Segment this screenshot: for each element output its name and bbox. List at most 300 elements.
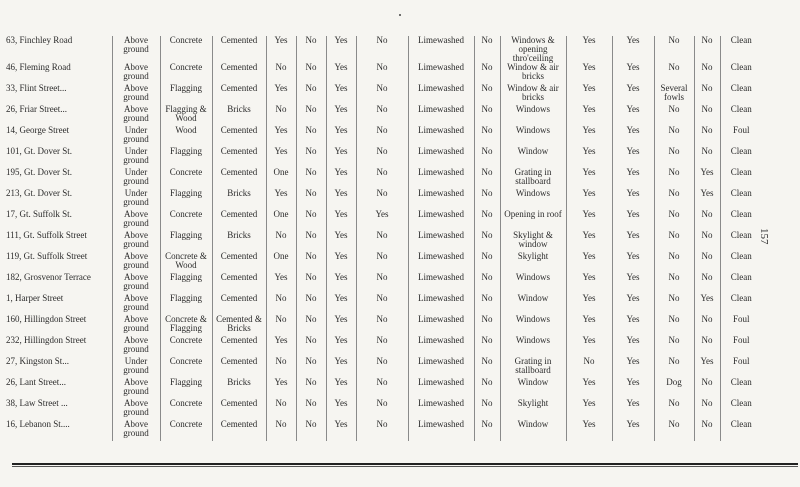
cell-light-ventilation: Windows (500, 105, 566, 126)
cell-col-a: No (296, 147, 326, 168)
cell-col-c: Yes (356, 210, 408, 231)
cell-col-d: No (474, 126, 500, 147)
table-row (4, 189, 762, 210)
cell-walls: Cemented (212, 84, 266, 105)
cell-animals: No (654, 399, 694, 420)
cell-col-e: Yes (566, 252, 612, 273)
table-row (4, 357, 762, 378)
cell-col-d: No (474, 36, 500, 63)
cell-col-c: No (356, 84, 408, 105)
cell-col-b: Yes (326, 168, 356, 189)
cell-col-d: No (474, 63, 500, 84)
cell-floor: Concrete (160, 357, 212, 378)
cell-animals: No (654, 420, 694, 441)
cell-condition: Clean (720, 399, 762, 420)
cell-col-d: No (474, 231, 500, 252)
address-cell: 182, Grosvenor Terrace (6, 273, 91, 282)
cell-col-c: No (356, 420, 408, 441)
cell-col-a: No (296, 420, 326, 441)
cell-col-e: No (566, 357, 612, 378)
cell-light-ventilation: Grating in stallboard (500, 357, 566, 378)
cell-light-ventilation: Window & air bricks (500, 84, 566, 105)
cell-light-ventilation: Window (500, 147, 566, 168)
cell-floor: Concrete (160, 210, 212, 231)
cell-yard-drainage: One (266, 210, 296, 231)
cell-situation: Above ground (112, 36, 160, 63)
cell-floor: Flagging (160, 294, 212, 315)
table-bottom-rule-thin (12, 466, 798, 467)
cell-col-f: Yes (612, 231, 654, 252)
cell-light-ventilation: Windows & opening thro'ceiling (500, 36, 566, 63)
cell-condition: Clean (720, 210, 762, 231)
cell-col-f: Yes (612, 126, 654, 147)
cell-col-g: No (694, 210, 720, 231)
cell-wall-treatment: Limewashed (408, 210, 474, 231)
table-row (4, 252, 762, 273)
cell-walls: Cemented (212, 357, 266, 378)
cell-yard-drainage: No (266, 399, 296, 420)
table-row (4, 147, 762, 168)
cell-condition: Foul (720, 315, 762, 336)
cell-col-d: No (474, 378, 500, 399)
cell-floor: Flagging & Wood (160, 105, 212, 126)
cell-col-f: Yes (612, 315, 654, 336)
cell-animals: No (654, 252, 694, 273)
cell-col-e: Yes (566, 147, 612, 168)
cell-animals: No (654, 231, 694, 252)
cell-col-a: No (296, 399, 326, 420)
cell-animals: No (654, 105, 694, 126)
cell-col-b: Yes (326, 189, 356, 210)
cell-condition: Clean (720, 168, 762, 189)
cell-col-b: Yes (326, 252, 356, 273)
cell-walls: Bricks (212, 231, 266, 252)
cell-situation: Above ground (112, 315, 160, 336)
cell-yard-drainage: One (266, 252, 296, 273)
cell-wall-treatment: Limewashed (408, 147, 474, 168)
cell-col-b: Yes (326, 147, 356, 168)
cell-animals: No (654, 36, 694, 63)
cell-light-ventilation: Window (500, 378, 566, 399)
cell-col-e: Yes (566, 315, 612, 336)
cell-animals: No (654, 210, 694, 231)
cell-col-c: No (356, 378, 408, 399)
cell-col-e: Yes (566, 336, 612, 357)
cell-col-c: No (356, 357, 408, 378)
cell-light-ventilation: Windows (500, 189, 566, 210)
cell-col-a: No (296, 105, 326, 126)
cell-col-c: No (356, 273, 408, 294)
cell-col-g: No (694, 105, 720, 126)
cell-col-a: No (296, 357, 326, 378)
cell-col-g: No (694, 63, 720, 84)
cell-animals: Several fowls (654, 84, 694, 105)
cell-condition: Clean (720, 105, 762, 126)
cell-floor: Concrete (160, 336, 212, 357)
cell-condition: Foul (720, 126, 762, 147)
cell-col-d: No (474, 357, 500, 378)
cell-col-f: Yes (612, 399, 654, 420)
table-row (4, 84, 762, 105)
cell-wall-treatment: Limewashed (408, 399, 474, 420)
cell-col-d: No (474, 189, 500, 210)
cell-col-b: Yes (326, 336, 356, 357)
cell-yard-drainage: No (266, 231, 296, 252)
cell-floor: Concrete (160, 420, 212, 441)
cell-situation: Above ground (112, 231, 160, 252)
cell-wall-treatment: Limewashed (408, 168, 474, 189)
cell-col-b: Yes (326, 378, 356, 399)
cell-col-c: No (356, 336, 408, 357)
address-cell: 119, Gt. Suffolk Street (6, 252, 88, 261)
cell-col-e: Yes (566, 294, 612, 315)
cell-floor: Concrete (160, 399, 212, 420)
cell-col-e: Yes (566, 84, 612, 105)
cell-situation: Under ground (112, 357, 160, 378)
table-row (4, 420, 762, 441)
cell-col-g: Yes (694, 189, 720, 210)
cell-col-e: Yes (566, 105, 612, 126)
cell-col-a: No (296, 168, 326, 189)
table-row (4, 315, 762, 336)
cell-col-e: Yes (566, 378, 612, 399)
cell-yard-drainage: Yes (266, 336, 296, 357)
address-cell: 160, Hillingdon Street (6, 315, 87, 324)
cell-walls: Cemented (212, 294, 266, 315)
table-row (4, 126, 762, 147)
cell-walls: Cemented & Bricks (212, 315, 266, 336)
cell-col-d: No (474, 105, 500, 126)
cell-walls: Cemented (212, 36, 266, 63)
cell-yard-drainage: No (266, 357, 296, 378)
cell-wall-treatment: Limewashed (408, 189, 474, 210)
cell-floor: Flagging (160, 378, 212, 399)
cell-col-c: No (356, 168, 408, 189)
cell-animals: No (654, 189, 694, 210)
cell-col-c: No (356, 63, 408, 84)
cell-col-d: No (474, 168, 500, 189)
cell-yard-drainage: Yes (266, 378, 296, 399)
cell-condition: Clean (720, 189, 762, 210)
address-cell: 14, George Street (6, 126, 70, 135)
cell-floor: Concrete (160, 168, 212, 189)
cell-walls: Cemented (212, 63, 266, 84)
cell-walls: Bricks (212, 378, 266, 399)
cell-animals: No (654, 357, 694, 378)
cell-col-a: No (296, 189, 326, 210)
cell-light-ventilation: Grating in stallboard (500, 168, 566, 189)
cell-floor: Concrete & Wood (160, 252, 212, 273)
cell-col-c: No (356, 294, 408, 315)
cell-col-g: Yes (694, 168, 720, 189)
cell-walls: Cemented (212, 399, 266, 420)
cell-situation: Above ground (112, 252, 160, 273)
cell-col-f: Yes (612, 189, 654, 210)
cell-floor: Concrete & Flagging (160, 315, 212, 336)
cell-col-c: No (356, 231, 408, 252)
cell-col-e: Yes (566, 273, 612, 294)
cell-light-ventilation: Skylight (500, 252, 566, 273)
cell-col-e: Yes (566, 126, 612, 147)
cell-walls: Cemented (212, 273, 266, 294)
cell-walls: Bricks (212, 189, 266, 210)
cell-col-a: No (296, 294, 326, 315)
cell-col-e: Yes (566, 210, 612, 231)
cell-col-g: No (694, 315, 720, 336)
cell-condition: Clean (720, 378, 762, 399)
cell-col-g: No (694, 273, 720, 294)
cell-condition: Clean (720, 63, 762, 84)
cell-col-f: Yes (612, 147, 654, 168)
cell-situation: Under ground (112, 147, 160, 168)
cell-col-e: Yes (566, 168, 612, 189)
cell-col-f: Yes (612, 36, 654, 63)
table-row (4, 294, 762, 315)
cell-col-b: Yes (326, 126, 356, 147)
cell-col-e: Yes (566, 420, 612, 441)
cell-col-d: No (474, 420, 500, 441)
address-cell: 111, Gt. Suffolk Street (6, 231, 87, 240)
cell-col-g: No (694, 84, 720, 105)
cell-col-g: Yes (694, 294, 720, 315)
cell-condition: Foul (720, 357, 762, 378)
cell-col-f: Yes (612, 273, 654, 294)
cell-condition: Clean (720, 252, 762, 273)
cell-wall-treatment: Limewashed (408, 378, 474, 399)
cell-col-a: No (296, 252, 326, 273)
cell-col-a: No (296, 315, 326, 336)
cell-col-b: Yes (326, 84, 356, 105)
cell-light-ventilation: Opening in roof (500, 210, 566, 231)
cell-col-a: No (296, 84, 326, 105)
cell-yard-drainage: No (266, 420, 296, 441)
cell-col-c: No (356, 189, 408, 210)
cell-col-d: No (474, 147, 500, 168)
cell-col-c: No (356, 315, 408, 336)
cell-col-g: No (694, 420, 720, 441)
table-row (4, 378, 762, 399)
cell-situation: Above ground (112, 210, 160, 231)
address-cell: 213, Gt. Dover St. (6, 189, 72, 198)
cell-col-a: No (296, 210, 326, 231)
address-cell: 101, Gt. Dover St. (6, 147, 72, 156)
address-cell: 17, Gt. Suffolk St. (6, 210, 72, 219)
cell-condition: Clean (720, 36, 762, 63)
cell-col-g: No (694, 126, 720, 147)
cell-condition: Clean (720, 294, 762, 315)
cell-col-f: Yes (612, 63, 654, 84)
cell-col-f: Yes (612, 294, 654, 315)
cell-floor: Flagging (160, 273, 212, 294)
cell-yard-drainage: Yes (266, 189, 296, 210)
cell-col-e: Yes (566, 63, 612, 84)
cell-floor: Flagging (160, 147, 212, 168)
cell-wall-treatment: Limewashed (408, 84, 474, 105)
cell-col-b: Yes (326, 315, 356, 336)
cell-col-e: Yes (566, 399, 612, 420)
cell-wall-treatment: Limewashed (408, 63, 474, 84)
cell-walls: Cemented (212, 168, 266, 189)
cell-col-f: Yes (612, 105, 654, 126)
cell-col-b: Yes (326, 420, 356, 441)
cell-col-d: No (474, 210, 500, 231)
cell-col-d: No (474, 336, 500, 357)
cell-condition: Clean (720, 420, 762, 441)
cell-yard-drainage: No (266, 105, 296, 126)
cell-floor: Flagging (160, 231, 212, 252)
cell-animals: No (654, 273, 694, 294)
cell-situation: Above ground (112, 294, 160, 315)
cell-col-b: Yes (326, 399, 356, 420)
cell-walls: Cemented (212, 147, 266, 168)
table-row (4, 399, 762, 420)
table-row (4, 273, 762, 294)
cell-condition: Foul (720, 336, 762, 357)
cell-yard-drainage: No (266, 294, 296, 315)
cell-col-e: Yes (566, 189, 612, 210)
cell-col-b: Yes (326, 105, 356, 126)
cell-yard-drainage: Yes (266, 273, 296, 294)
cell-col-f: Yes (612, 420, 654, 441)
address-cell: 232, Hillingdon Street (6, 336, 87, 345)
address-cell: 63, Finchley Road (6, 36, 73, 45)
cell-wall-treatment: Limewashed (408, 105, 474, 126)
cell-situation: Above ground (112, 378, 160, 399)
table-row (4, 36, 762, 63)
cell-floor: Flagging (160, 189, 212, 210)
cell-walls: Cemented (212, 252, 266, 273)
cell-col-f: Yes (612, 378, 654, 399)
cell-col-a: No (296, 63, 326, 84)
cell-col-e: Yes (566, 231, 612, 252)
cell-col-g: No (694, 147, 720, 168)
cell-col-b: Yes (326, 63, 356, 84)
table-row (4, 63, 762, 84)
cell-wall-treatment: Limewashed (408, 357, 474, 378)
cell-col-c: No (356, 399, 408, 420)
table-row (4, 231, 762, 252)
cell-yard-drainage: Yes (266, 126, 296, 147)
cell-animals: No (654, 336, 694, 357)
cell-col-a: No (296, 378, 326, 399)
cell-yard-drainage: Yes (266, 147, 296, 168)
cell-situation: Above ground (112, 105, 160, 126)
cell-col-a: No (296, 231, 326, 252)
cell-col-d: No (474, 294, 500, 315)
cell-light-ventilation: Skylight & window (500, 231, 566, 252)
cell-animals: No (654, 126, 694, 147)
cell-yard-drainage: No (266, 63, 296, 84)
address-cell: 26, Friar Street... (6, 105, 67, 114)
address-cell: 26, Lant Street... (6, 378, 66, 387)
cell-col-f: Yes (612, 336, 654, 357)
table-bottom-rule (12, 463, 798, 465)
cell-col-d: No (474, 273, 500, 294)
cell-col-b: Yes (326, 294, 356, 315)
cell-situation: Under ground (112, 189, 160, 210)
cell-light-ventilation: Windows (500, 273, 566, 294)
cell-col-a: No (296, 273, 326, 294)
cell-col-b: Yes (326, 210, 356, 231)
table-row (4, 105, 762, 126)
cell-animals: No (654, 63, 694, 84)
page-number: 157 (758, 228, 770, 245)
cell-wall-treatment: Limewashed (408, 231, 474, 252)
cell-col-b: Yes (326, 36, 356, 63)
cell-wall-treatment: Limewashed (408, 36, 474, 63)
cell-light-ventilation: Window & air bricks (500, 63, 566, 84)
cell-wall-treatment: Limewashed (408, 273, 474, 294)
cell-walls: Cemented (212, 126, 266, 147)
cell-wall-treatment: Limewashed (408, 315, 474, 336)
cell-floor: Wood (160, 126, 212, 147)
cell-col-d: No (474, 252, 500, 273)
address-cell: 16, Lebanon St.... (6, 420, 70, 429)
cell-light-ventilation: Windows (500, 336, 566, 357)
cell-walls: Cemented (212, 210, 266, 231)
cell-animals: Dog (654, 378, 694, 399)
cell-situation: Under ground (112, 126, 160, 147)
cell-light-ventilation: Windows (500, 126, 566, 147)
cell-col-g: No (694, 399, 720, 420)
cell-condition: Clean (720, 231, 762, 252)
cell-col-a: No (296, 126, 326, 147)
cell-col-f: Yes (612, 210, 654, 231)
cell-situation: Above ground (112, 399, 160, 420)
cell-col-c: No (356, 252, 408, 273)
cell-yard-drainage: Yes (266, 36, 296, 63)
cell-condition: Clean (720, 84, 762, 105)
cell-situation: Above ground (112, 336, 160, 357)
cell-col-f: Yes (612, 357, 654, 378)
cell-col-g: No (694, 36, 720, 63)
cell-col-b: Yes (326, 231, 356, 252)
cell-yard-drainage: One (266, 168, 296, 189)
cell-wall-treatment: Limewashed (408, 420, 474, 441)
cell-col-e: Yes (566, 36, 612, 63)
cell-wall-treatment: Limewashed (408, 336, 474, 357)
cell-animals: No (654, 147, 694, 168)
cell-floor: Concrete (160, 36, 212, 63)
cell-col-d: No (474, 315, 500, 336)
cell-light-ventilation: Skylight (500, 399, 566, 420)
table-row (4, 168, 762, 189)
cell-situation: Under ground (112, 168, 160, 189)
cell-situation: Above ground (112, 420, 160, 441)
cell-col-c: No (356, 105, 408, 126)
table-row (4, 210, 762, 231)
cell-floor: Flagging (160, 84, 212, 105)
cell-light-ventilation: Window (500, 420, 566, 441)
address-cell: 38, Law Street ... (6, 399, 68, 408)
cell-wall-treatment: Limewashed (408, 252, 474, 273)
cell-col-b: Yes (326, 357, 356, 378)
cell-col-c: No (356, 126, 408, 147)
cell-col-a: No (296, 336, 326, 357)
cell-col-f: Yes (612, 252, 654, 273)
premises-register-table (4, 36, 762, 441)
address-cell: 195, Gt. Dover St. (6, 168, 72, 177)
cell-walls: Cemented (212, 336, 266, 357)
cell-col-g: No (694, 231, 720, 252)
cell-yard-drainage: No (266, 315, 296, 336)
cell-col-g: No (694, 378, 720, 399)
address-cell: 27, Kingston St... (6, 357, 70, 366)
cell-wall-treatment: Limewashed (408, 126, 474, 147)
cell-col-b: Yes (326, 273, 356, 294)
cell-condition: Clean (720, 147, 762, 168)
cell-walls: Bricks (212, 105, 266, 126)
